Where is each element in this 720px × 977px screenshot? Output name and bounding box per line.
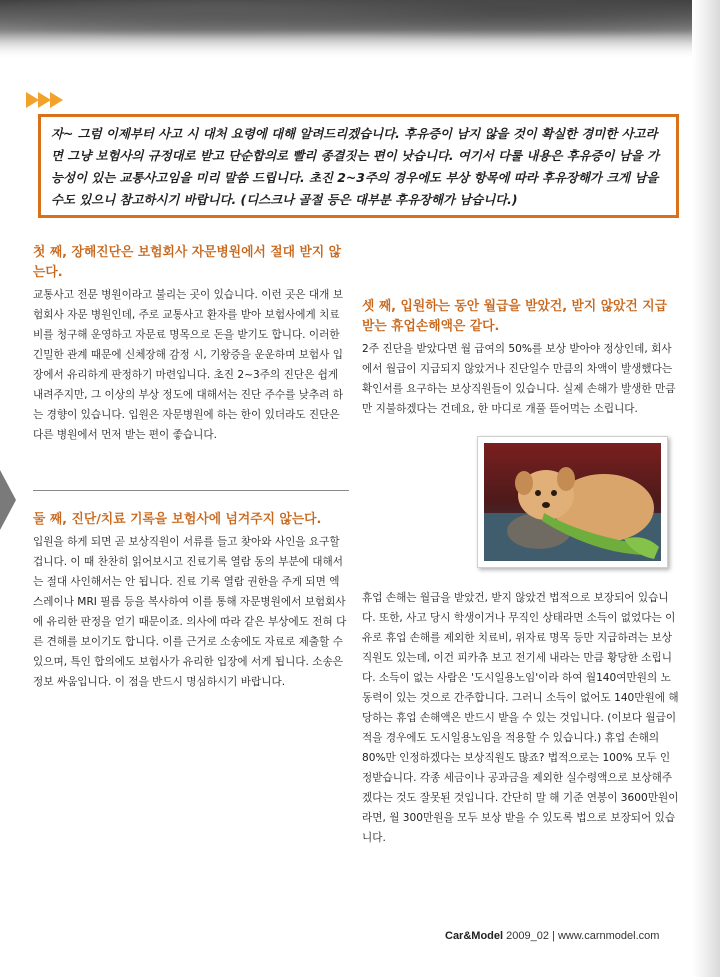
section-1 [33,243,349,445]
header-background-art [0,0,720,60]
section-divider [33,490,349,491]
arrow-bullets-icon [26,92,62,108]
section-3-heading: 셋 째, 입원하는 동안 월급을 받았건, 받지 않았건 지급받는 휴업손해액은 같다. [362,299,667,334]
section-3 [362,297,679,419]
section-2-body: 입원을 하게 되면 곧 보상직원이 서류를 들고 찾아와 사인을 요구할 겁니다. 이 때 찬찬히 읽어보시고 진료기록 열람 동의 부분에 대해서는 절대 사인해서는 안 됩니다. 진료 기록 열람 권한을 주게 되면 엑스레이나 MRI 필름 등을 복사하여 이를 통해 자문병원에서 보험회사에 유리한 판정을 얻기 때문이죠. 의사에 따라 같은 부상에도 전혀 다른 견해를 보이기도 합니다. 이를 근거로 소송에도 자료로 제출할 수 있으며, 특인 합의에도 보험사가 유리한 입장에 서게 됩니다. 소송은 정보 싸움입니다. 이 점을 반드시 명심하시기 바랍니다. [33,536,347,688]
section-2-heading: 둘 째, 진단/치료 기록을 보험사에 넘겨주지 않는다. [33,512,322,527]
intro-text: 자~ 그럼 이제부터 사고 시 대처 요령에 대해 알려드리겠습니다. 후유증이 남지 않을 것이 확실한 경미한 사고라면 그냥 보험사의 규정대로 받고 단순합의로 빨리 종결짓는 편이 낫습니다. 여기서 다룰 내용은 후유증이 남을 가능성이 있는 교통사고임을 미리 말씀 드립니다. 초진 2~3주의 경우에도 부상 항목에 따라 후유장해가 크게 남을 수도 있으니 참고하시기 바랍니다. (디스크나 골절 등은 대부분 후유장해가 남습니다.) [51,126,660,207]
puppy-photo [477,436,668,568]
section-2 [33,510,349,692]
left-edge-marker [0,470,16,530]
intro-box [38,114,679,218]
section-3-body-2: 휴업 손해는 월급을 받았건, 받지 않았건 법적으로 보장되어 있습니다. 또한, 사고 당시 학생이거나 무직인 상태라면 소득이 없었다는 이유로 휴업 손해를 제외한 치료비, 위자료 명목 등만 지급하려는 보상직원도 있는데, 이건 피카츄 보고 전기세 내라는 만큼 황당한 소립니다. 소득이 없는 사람은 '도시일용노임'이라 하여 월140여만원의 노동력이 있는 것으로 간주합니다. 그러니 소득이 없어도 140만원에 해당하는 휴업 손해액은 반드시 받을 수 있는 것입니다. (이보다 월급이 적을 경우에도 도시일용노임을 적용할 수 있습니다.) 휴업 손해의 80%만 인정하겠다는 보상직원도 많죠? 법적으로는 100% 모두 인정받습니다. 각종 세금이나 공과금을 제외한 실수령액으로 보상해주겠다는 것도 잘못된 것입니다. 간단히 말 해 기준 연봉이 3600만원이라면, 월 300만원을 모두 보상 받을 수 있도록 법으로 보장되어 있습니다. [362,592,679,844]
page-edge-shadow [692,0,720,977]
magazine-url[interactable]: www.carnmodel.com [557,930,660,942]
issue-number: 2009_02 [506,930,549,942]
section-1-body: 교통사고 전문 병원이라고 불리는 곳이 있습니다. 이런 곳은 대개 보험회사 자문 병원인데, 주로 교통사고 환자를 받아 보험사에게 치료비를 청구해 운영하고 자문료 명목으로 돈을 받기도 합니다. 이러한 긴밀한 관계 때문에 신체장해 감정 시, 기왕증을 운운하며 보험사 입장에서 유리하게 판정하기 마련입니다. 초진 2~3주의 진단은 쉽게 내려주지만, 그 이상의 부상 정도에 대해서는 진단 주수를 낮추려 하는 경향이 있습니다. 입원은 자문병원에 하는 한이 있더라도 진단은 다른 병원에서 먼저 받는 편이 좋습니다. [33,289,343,441]
footer-separator: | [552,930,555,942]
section-3-body-1: 2주 진단을 받았다면 월 급여의 50%를 보상 받아야 정상인데, 회사에서 월급이 지급되지 않았거나 진단일수 만큼의 차액이 발생했다는 확인서를 요구하는 보상직원들이 있습니다. 실제 손해가 발생한 만큼만 지불하겠다는 건데요, 한 마디로 개풀 뜯어먹는 소립니다. [362,343,676,415]
magazine-brand: Car&Model [445,930,504,942]
section-1-heading: 첫 째, 장해진단은 보험회사 자문병원에서 절대 받지 않는다. [33,245,342,280]
section-3-continued [362,588,679,848]
page-footer [445,930,659,942]
